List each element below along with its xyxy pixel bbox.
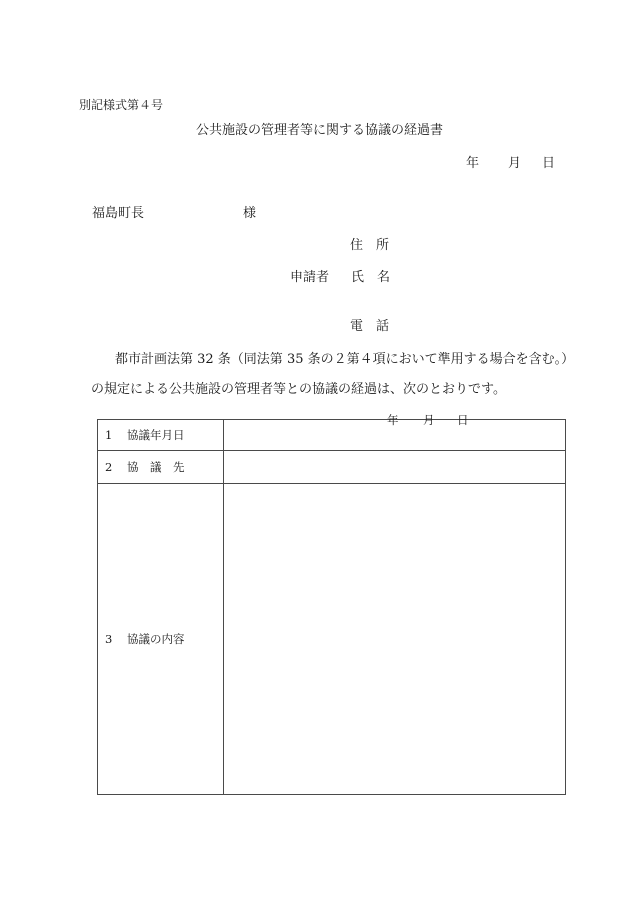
table-row-date bbox=[98, 420, 566, 451]
consultation-content-field[interactable] bbox=[224, 484, 566, 795]
table-row-content bbox=[98, 484, 566, 795]
row-label-cell bbox=[98, 420, 224, 451]
date-day-label: 日 bbox=[542, 156, 556, 171]
body-text-line-1: 都市計画法第 32 条（同法第 35 条の２第４項において準用する場合を含む。） bbox=[115, 352, 575, 367]
applicant-role-label: 申請者 bbox=[290, 270, 330, 285]
applicant-phone-label: 電 話 bbox=[350, 319, 390, 334]
body-text-line-2: の規定による公共施設の管理者等との協議の経過は、次のとおりです。 bbox=[91, 382, 506, 397]
field-day-label: 日 bbox=[457, 413, 469, 427]
date-month-label: 月 bbox=[508, 156, 522, 171]
row-number: 1 bbox=[105, 428, 113, 442]
row-number: 3 bbox=[105, 632, 113, 646]
applicant-name-label: 氏 名 bbox=[351, 270, 391, 285]
applicant-address-label: 住 所 bbox=[350, 238, 390, 253]
row-number: 2 bbox=[105, 460, 113, 474]
table-row-party bbox=[98, 451, 566, 484]
row-label-cell bbox=[98, 451, 224, 484]
consultation-party-field[interactable] bbox=[224, 451, 566, 484]
consultation-date-field[interactable] bbox=[224, 413, 566, 451]
addressee-name: 福島町長 bbox=[92, 206, 145, 221]
row-label: 協議年月日 bbox=[127, 428, 185, 442]
consultation-table bbox=[97, 413, 566, 795]
row-label-cell bbox=[98, 484, 224, 795]
document-title: 公共施設の管理者等に関する協議の経過書 bbox=[196, 123, 444, 138]
field-month-label: 月 bbox=[423, 413, 435, 427]
date-year-label: 年 bbox=[466, 156, 480, 171]
row-label: 協 議 先 bbox=[127, 460, 185, 474]
addressee-honorific: 様 bbox=[243, 206, 257, 221]
field-year-label: 年 bbox=[387, 413, 399, 427]
form-number: 別記様式第４号 bbox=[79, 98, 164, 112]
row-label: 協議の内容 bbox=[127, 632, 185, 646]
